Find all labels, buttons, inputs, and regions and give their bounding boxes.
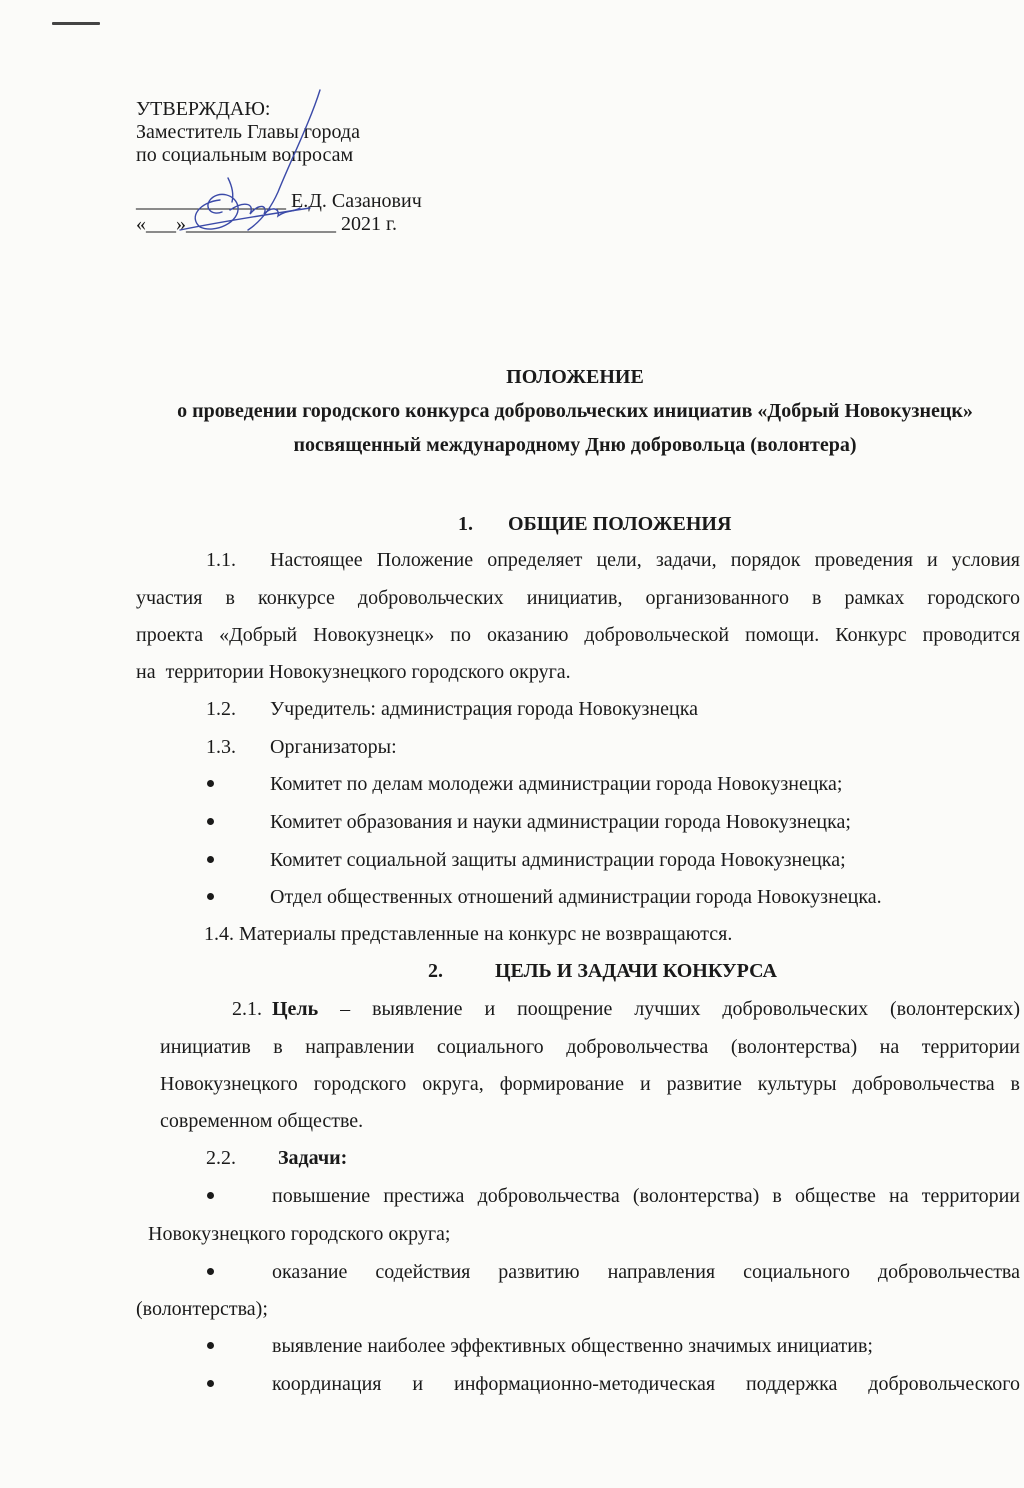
document-subtitle-line: посвященный международному Дню добровольца (волонтера)	[293, 434, 857, 456]
paragraph-line: Учредитель: администрация города Новокузнецка	[270, 698, 698, 720]
paragraph-line: проекта «Добрый Новокузнецк» по оказанию добровольческой помощи. Конкурс проводится	[136, 624, 1020, 646]
bullet-icon	[207, 1268, 214, 1275]
list-item: координация и информационно-методическая поддержка добровольческого	[272, 1373, 1020, 1395]
list-item: Комитет по делам молодежи администрации города Новокузнецка;	[270, 773, 843, 795]
paragraph-line: инициатив в направлении социального добровольчества (волонтерства) на территории	[160, 1036, 1020, 1058]
bullet-icon	[207, 780, 214, 787]
document-subtitle-line: о проведении городского конкурса добровольческих инициатив «Добрый Новокузнецк»	[177, 400, 973, 422]
approval-date-line: «___»_______________ 2021 г.	[136, 213, 397, 235]
section-number: 2.	[428, 960, 443, 982]
approval-line: по социальным вопросам	[136, 144, 354, 166]
bullet-icon	[207, 856, 214, 863]
paragraph-text: – выявление и поощрение лучших добровольческих (волонтерских)	[318, 998, 1020, 1020]
paragraph-number: 1.3.	[206, 736, 236, 758]
term-label: Задачи:	[278, 1147, 348, 1169]
paragraph-number: 1.2.	[206, 698, 236, 720]
paragraph-line: Организаторы:	[270, 736, 397, 758]
bullet-icon	[207, 1342, 214, 1349]
paragraph-number: 1.1.	[206, 549, 236, 571]
bullet-icon	[207, 1380, 214, 1387]
paragraph-line: Новокузнецкого городского округа, формирование и развитие культуры добровольчества в	[160, 1073, 1020, 1095]
paragraph-line	[272, 997, 1020, 1021]
bullet-icon	[207, 1192, 214, 1199]
section-heading: ЦЕЛЬ И ЗАДАЧИ КОНКУРСА	[495, 960, 777, 982]
paragraph-number: 2.2.	[206, 1147, 236, 1169]
list-item: оказание содействия развитию направления социального добровольчества	[272, 1261, 1020, 1283]
section-number: 1.	[458, 513, 473, 535]
paragraph-line: 1.4. Материалы представленные на конкурс не возвращаются.	[204, 923, 733, 945]
section-heading: ОБЩИЕ ПОЛОЖЕНИЯ	[508, 513, 732, 535]
list-item: повышение престижа добровольчества (волонтерства) в обществе на территории	[272, 1185, 1020, 1207]
list-item: Комитет социальной защиты администрации города Новокузнецка;	[270, 849, 846, 871]
approval-line: УТВЕРЖДАЮ:	[136, 98, 271, 120]
list-item: Комитет образования и науки администрации города Новокузнецка;	[270, 811, 851, 833]
document-title-block	[80, 364, 1024, 462]
list-item-continuation: (волонтерства);	[136, 1298, 268, 1320]
list-item: Отдел общественных отношений администрации города Новокузнецка.	[270, 886, 882, 908]
paragraph-line: Настоящее Положение определяет цели, задачи, порядок проведения и условия	[270, 549, 1020, 571]
list-item: выявление наиболее эффективных общественно значимых инициатив;	[272, 1335, 873, 1357]
paragraph-number: 2.1.	[232, 998, 262, 1020]
term-label: Цель	[272, 998, 319, 1020]
list-item-continuation: Новокузнецкого городского округа;	[148, 1223, 451, 1245]
bullet-icon	[207, 893, 214, 900]
approval-signature-line: _______________ Е.Д. Сазанович	[136, 190, 422, 212]
bullet-icon	[207, 818, 214, 825]
approval-line: Заместитель Главы города	[136, 121, 360, 143]
paragraph-line: участия в конкурсе добровольческих инициатив, организованного в рамках городского	[136, 587, 1020, 609]
scan-artifact-mark	[52, 22, 100, 25]
handwritten-signature	[160, 82, 340, 247]
document-title: ПОЛОЖЕНИЕ	[506, 366, 644, 388]
paragraph-line: на территории Новокузнецкого городского округа.	[136, 661, 571, 683]
paragraph-line: современном обществе.	[160, 1110, 364, 1132]
